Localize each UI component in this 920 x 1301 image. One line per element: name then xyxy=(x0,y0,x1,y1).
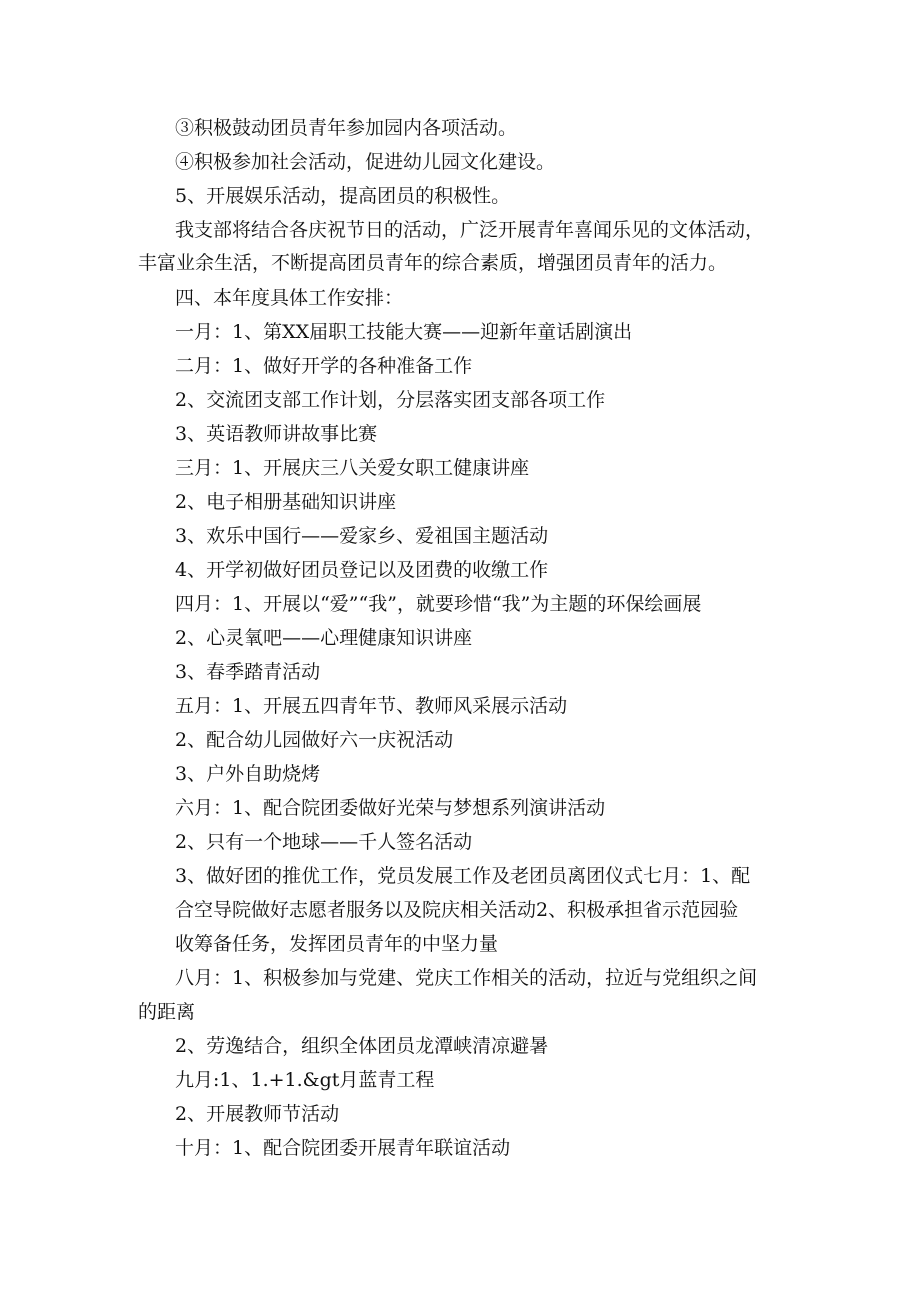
schedule-line: 2、心灵氧吧——心理健康知识讲座 xyxy=(175,627,473,649)
schedule-line: 2、交流团支部工作计划，分层落实团支部各项工作 xyxy=(175,389,606,411)
schedule-line: 2、劳逸结合，组织全体团员龙潭峡清凉避暑 xyxy=(175,1035,549,1057)
schedule-line: 3、户外自助烧烤 xyxy=(175,763,321,785)
paragraph-line: 我支部将结合各庆祝节日的活动，广泛开展青年喜闻乐见的文体活动， xyxy=(175,219,765,241)
paragraph-line: ③积极鼓动团员青年参加园内各项活动。 xyxy=(175,117,518,139)
paragraph-line: 5、开展娱乐活动，提高团员的积极性。 xyxy=(175,185,511,207)
schedule-line: 合空导院做好志愿者服务以及院庆相关活动2、积极承担省示范园验 xyxy=(175,899,739,921)
schedule-line: 六月：1、配合院团委做好光荣与梦想系列演讲活动 xyxy=(175,797,606,819)
schedule-line: 3、春季踏青活动 xyxy=(175,661,321,683)
schedule-line: 收筹备任务，发挥团员青年的中坚力量 xyxy=(175,933,499,955)
schedule-line: 4、开学初做好团员登记以及团费的收缴工作 xyxy=(175,559,549,581)
paragraph-line: ④积极参加社会活动，促进幼儿园文化建设。 xyxy=(175,151,556,173)
schedule-line: 2、电子相册基础知识讲座 xyxy=(175,491,397,513)
paragraph-line: 丰富业余生活，不断提高团员青年的综合素质，增强团员青年的活力。 xyxy=(138,252,728,274)
schedule-line: 2、配合幼儿园做好六一庆祝活动 xyxy=(175,729,454,751)
schedule-line: 八月：1、积极参加与党建、党庆工作相关的活动，拉近与党组织之间 xyxy=(175,967,758,989)
schedule-line: 2、开展教师节活动 xyxy=(175,1103,340,1125)
schedule-line: 一月：1、第XX届职工技能大赛——迎新年童话剧演出 xyxy=(175,321,633,343)
schedule-line: 3、做好团的推优工作，党员发展工作及老团员离团仪式七月：1、配 xyxy=(175,865,751,887)
schedule-line: 九月:1、1.+1.&gt月蓝青工程 xyxy=(175,1069,435,1091)
schedule-line: 四月：1、开展以“爱”“我”，就要珍惜“我”为主题的环保绘画展 xyxy=(175,593,702,615)
schedule-line: 2、只有一个地球——千人签名活动 xyxy=(175,831,473,853)
schedule-line: 3、英语教师讲故事比赛 xyxy=(175,423,378,445)
schedule-line: 的距离 xyxy=(138,1001,196,1023)
schedule-line: 三月：1、开展庆三八关爱女职工健康讲座 xyxy=(175,457,530,479)
schedule-line: 五月：1、开展五四青年节、教师风采展示活动 xyxy=(175,695,568,717)
section-heading: 四、本年度具体工作安排： xyxy=(175,287,404,309)
schedule-line: 十月：1、配合院团委开展青年联谊活动 xyxy=(175,1137,511,1159)
schedule-line: 二月：1、做好开学的各种准备工作 xyxy=(175,355,473,377)
schedule-line: 3、欢乐中国行——爱家乡、爱祖国主题活动 xyxy=(175,525,549,547)
